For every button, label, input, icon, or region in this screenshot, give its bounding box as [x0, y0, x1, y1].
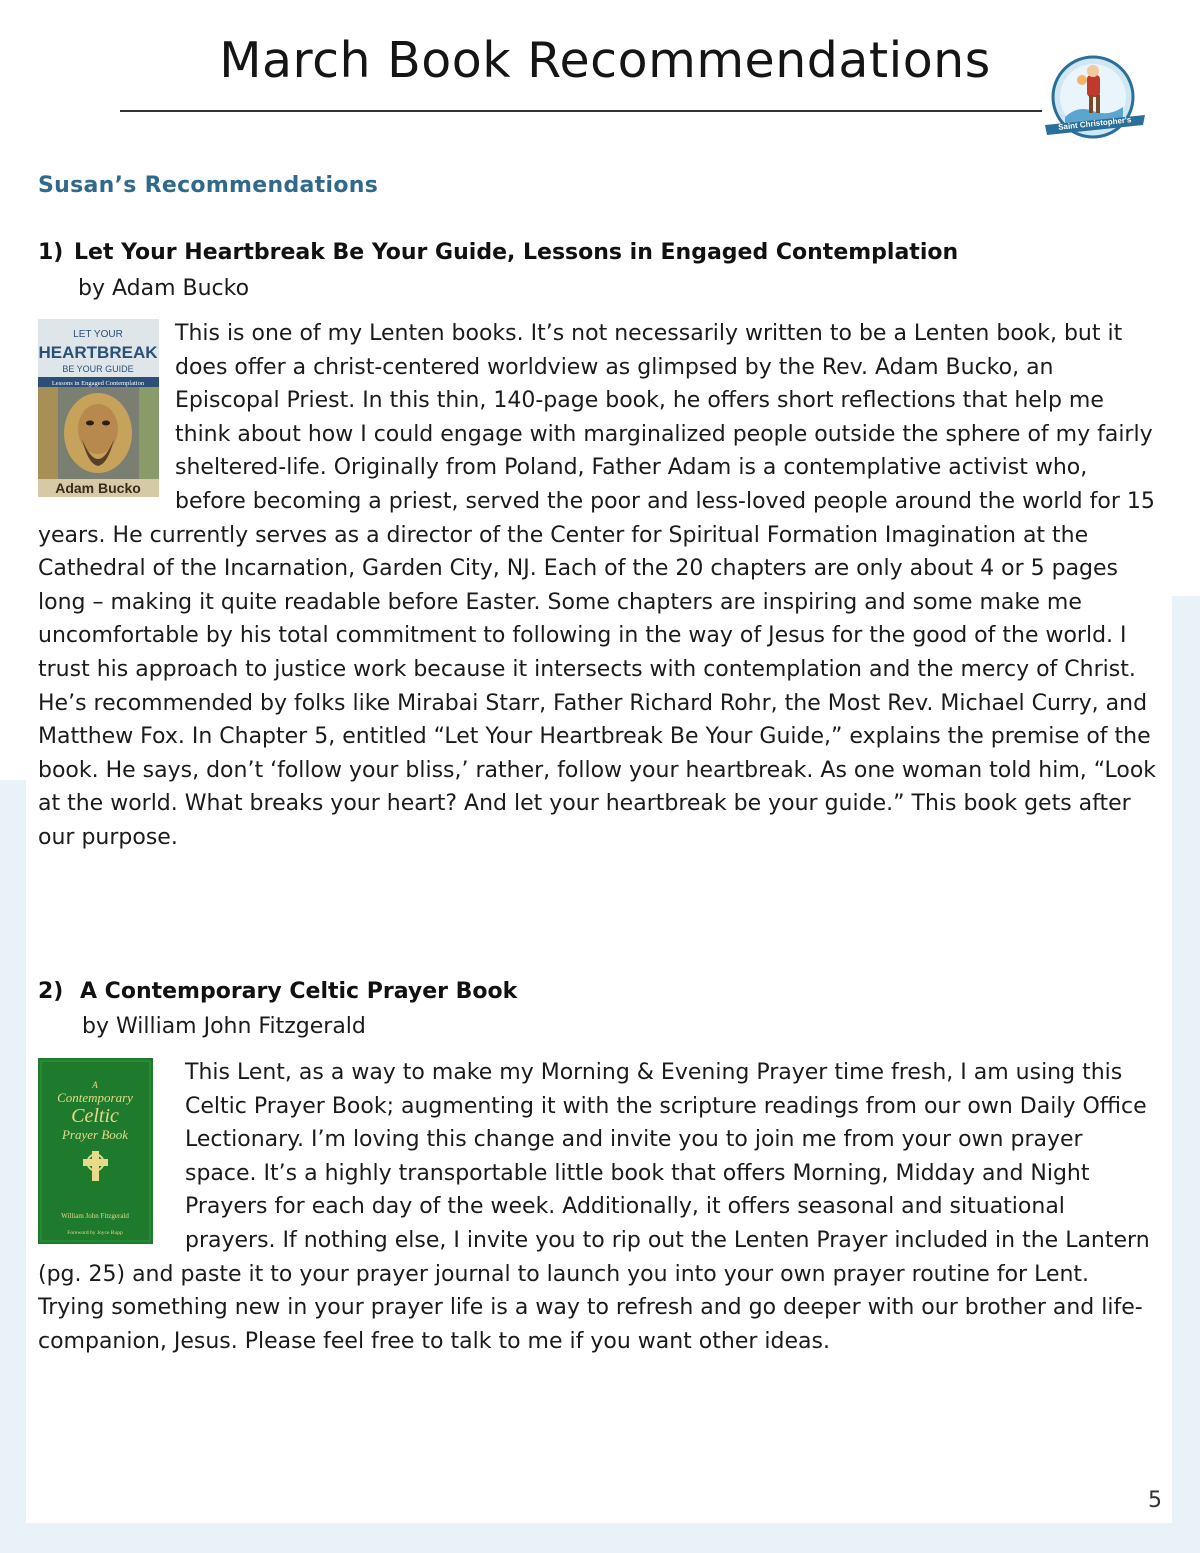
background-band-right [1172, 596, 1200, 1553]
book-2-number: 2) [38, 979, 64, 1004]
book-1-title-row [38, 240, 958, 265]
book-1-cover-author: Adam Bucko [55, 480, 141, 496]
book-1-cover-line2: HEARTBREAK [38, 343, 158, 362]
book-1-author: by Adam Bucko [78, 276, 250, 301]
book-2-cover-line3: Celtic [71, 1105, 119, 1127]
background-band-left [0, 780, 26, 1553]
section-heading: Susan’s Recommendations [38, 173, 379, 198]
book-2-cover-author: William John Fitzgerald [61, 1212, 129, 1220]
book-1-cover-image [38, 319, 159, 497]
book-2-body-text: This Lent, as a way to make my Morning & Evening Prayer time fresh, I am using this Celtic Prayer Book; augmenting it with the scripture readings from our own Daily Office Lectionary. I’m loving this change and invite you to join me from your own prayer space. It’s a highly transportable little book that offers Morning, Midday and Night Prayers for each day of the week. Additionally, it offers seasonal and situational prayers. If nothing else, I invite you to rip out the Lenten Prayer included in the Lantern (pg. 25) and paste it to your prayer journal to launch you into your own prayer routine for Lent. Trying something new in your prayer life is a way to refresh and go deeper with our brother and life-companion, Jesus. Please feel free to talk to me if you want other ideas. [38, 1060, 1150, 1354]
book-1-description [38, 317, 1160, 855]
book-2-cover-line2: Contemporary [57, 1090, 133, 1105]
book-1-cover-line3: BE YOUR GUIDE [62, 364, 134, 374]
book-2-cover-line4: Prayer Book [61, 1127, 129, 1142]
logo-text: Saint Christopher's [1057, 115, 1132, 132]
background-band-bottom [0, 1523, 1200, 1553]
page-title: March Book Recommendations [219, 32, 991, 89]
book-1-title: Let Your Heartbreak Be Your Guide, Lessons in Engaged Contemplation [74, 240, 959, 265]
book-1-cover-line1: LET YOUR [73, 329, 123, 340]
book-2-title: A Contemporary Celtic Prayer Book [80, 979, 518, 1004]
title-divider [120, 110, 1042, 112]
book-1-cover-subtitle: Lessons in Engaged Contemplation [51, 380, 145, 387]
saint-christophers-logo [1043, 55, 1147, 141]
book-2-title-row [38, 979, 517, 1004]
book-2-description [38, 1056, 1160, 1358]
book-2-cover-foreword: Foreword by Joyce Rupp [67, 1230, 123, 1236]
book-1-body-text: This is one of my Lenten books. It’s not necessarily written to be a Lenten book, but it does offer a christ-centered worldview as glimpsed by the Rev. Adam Bucko, an Episcopal Priest. In this thin, 140-page book, he offers short reflections that help me think about how I could engage with marginalized people outside the sphere of my fairly sheltered-life. Originally from Poland, Father Adam is a contemplative activist who, before becoming a priest, served the poor and less-loved people around the world for 15 years. He currently serves as a director of the Center for Spiritual Formation Imagination at the Cathedral of the Incarnation, Garden City, NJ. Each of the 20 chapters are only about 4 or 5 pages long – making it quite readable before Easter. Some chapters are inspiring and some make me uncomfortable by his total commitment to following in the way of Jesus for the good of the world. I trust his approach to justice work because it intersects with contemplation and the mercy of Christ. He’s recommended by folks like Mirabai Starr, Father Richard Rohr, the Most Rev. Michael Curry, and Matthew Fox. In Chapter 5, entitled “Let Your Heartbreak Be Your Guide,” explains the premise of the book. He says, don’t ‘follow your bliss,’ rather, follow your heartbreak. As one woman told him, “Look at the world. What breaks your heart? And let your heartbreak be your guide.” This book gets after our purpose. [38, 321, 1157, 850]
page-number: 5 [1148, 1488, 1162, 1513]
book-2-author: by William John Fitzgerald [82, 1014, 366, 1039]
book-2-cover-line1: A [92, 1080, 98, 1090]
book-2-cover-image [38, 1058, 153, 1244]
book-1-number: 1) [38, 240, 64, 265]
